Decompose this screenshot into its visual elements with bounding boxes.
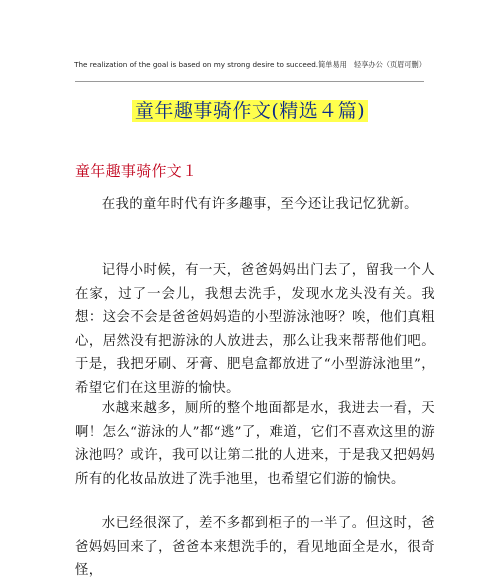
paragraph: 记得小时候，有一天，爸爸妈妈出门去了，留我一个人在家，过了一会儿，我想去洗手，发现水龙头没有关。我想：这会不会是爸爸妈妈造的小型游泳池呀？唉，他们真粗心，居然没有把游泳的人放进去，那么让我来帮帮他们吧。于是，我把牙刷、牙膏、肥皂盒都放进了“小型游泳池里”，希望它们在这里游的愉快。 [75, 263, 435, 396]
paragraph: 在我的童年时代有许多趣事，至今还让我记忆犹新。 [101, 197, 418, 212]
header-divider [75, 81, 424, 82]
paragraph: 水越来越多，厕所的整个地面都是水，我进去一看，天啊！怎么“游泳的人”都“逃”了，难道，它们不喜欢这里的游泳池吗？或许，我可以让第二批的人进来，于是我又把妈妈所有的化妆品放进了洗手池里，也希望它们游的愉快。 [75, 401, 435, 487]
section-heading: 童年趣事骑作文１ [75, 162, 198, 180]
page-header-text: The realization of the goal is based on my strong desire to succeed.简单易用 轻享办公（页眉可删） [74, 60, 426, 69]
document-title [0, 96, 500, 123]
document-title-text: 童年趣事骑作文(精选４篇) [132, 100, 368, 122]
paragraph: 水已经很深了，差不多都到柜子的一半了。但这时，爸爸妈妈回来了，爸爸本来想洗手的，看见地面全是水，很奇怪， [75, 516, 435, 578]
